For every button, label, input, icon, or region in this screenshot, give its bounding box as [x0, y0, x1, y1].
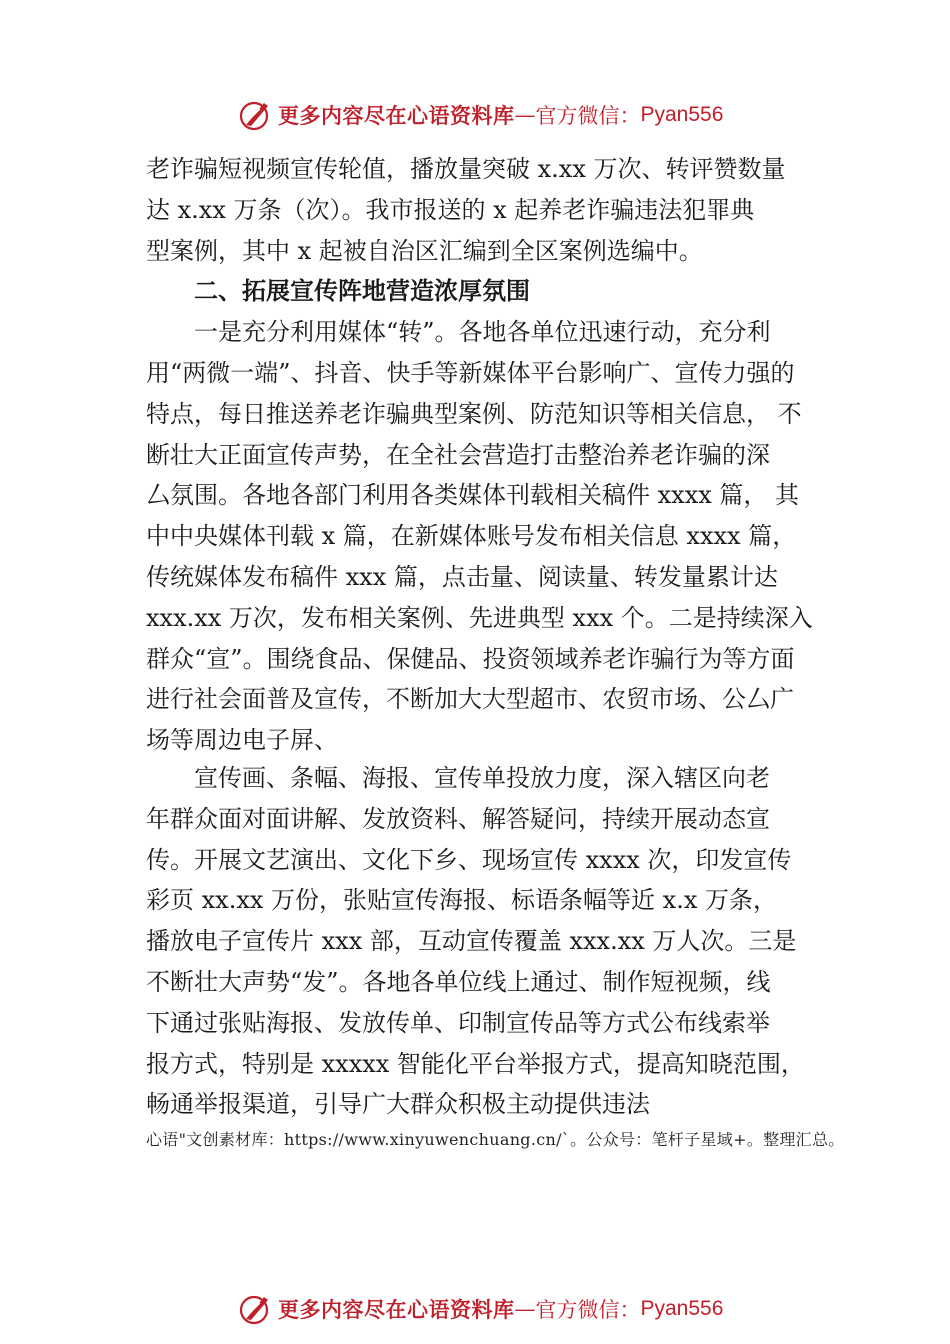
- text-line: 群众“宣”。围绕食品、保健品、投资领域养老诈骗行为等方面: [146, 644, 795, 673]
- text-line: 宣传画、条幅、海报、宣传单投放力度，深入辖区向老: [194, 764, 770, 792]
- text-line: 特点，每日推送养老诈骗典型案例、防范知识等相关信息， 不: [146, 399, 802, 428]
- text-line: 播放电子宣传片 xxx 部，互动宣传覆盖 xxx.xx 万人次。三是: [146, 927, 797, 956]
- text-line: 型案例，其中 x 起被自治区汇编到全区案例选编中。: [146, 236, 703, 265]
- banner-text: 更多内容尽在心语资料库: [278, 1297, 515, 1322]
- banner-wechat-id: Pyan556: [640, 1297, 724, 1320]
- bottom-watermark-banner: [238, 1289, 723, 1329]
- text-line: xxx.xx 万次，发布相关案例、先进典型 xxx 个。二是持续深入: [146, 603, 813, 632]
- section-heading: 二、拓展宣传阵地营造浓厚氛围: [194, 277, 530, 306]
- banner-dash: —: [514, 1297, 536, 1321]
- text-line: 场等周边电子屏、: [146, 726, 338, 755]
- text-line: 传。开展文艺演出、文化下乡、现场宣传 xxxx 次，印发宣传: [146, 845, 792, 874]
- quill-logo-icon: [238, 97, 274, 133]
- document-body-top: [146, 149, 826, 761]
- text-line: 中中央媒体刊载 x 篇，在新媒体账号发布相关信息 xxxx 篇，: [146, 522, 797, 551]
- top-watermark-banner: [238, 95, 723, 135]
- text-line: 达 x.xx 万条（次）。我市报送的 x 起养老诈骗违法犯罪典: [146, 195, 755, 224]
- text-line: 畅通举报渠道，引导广大群众积极主动提供违法: [146, 1090, 650, 1119]
- text-line: 年群众面对面讲解、发放资料、解答疑问，持续开展动态宣: [146, 804, 770, 833]
- text-line: 传统媒体发布稿件 xxx 篇，点击量、阅读量、转发量累计达: [146, 562, 778, 591]
- text-line: 下通过张贴海报、发放传单、印制宣传品等方式公布线索举: [146, 1008, 770, 1037]
- text-line: 报方式，特别是 xxxxx 智能化平台举报方式，提高知晓范围，: [146, 1049, 805, 1078]
- banner-dash: —: [514, 103, 536, 127]
- banner-wechat-label: 官方微信：: [535, 1298, 641, 1322]
- text-line: 厶氛围。各地各部门利用各类媒体刊载相关稿件 xxxx 篇， 其: [146, 481, 800, 510]
- text-line: 进行社会面普及宣传，不断加大大型超市、农贸市场、公厶广: [146, 685, 794, 714]
- quill-logo-icon: [238, 1291, 274, 1327]
- text-line: 断壮大正面宣传声势，在全社会营造打击整治养老诈骗的深: [146, 440, 770, 469]
- text-line: 一是充分利用媒体“转”。各地各单位迅速行动，充分利: [194, 318, 771, 347]
- text-line: 彩页 xx.xx 万份，张贴宣传海报、标语条幅等近 x.x 万条，: [146, 886, 777, 915]
- text-line: 不断壮大声势“发”。各地各单位线上通过、制作短视频，线: [146, 967, 771, 996]
- source-footer-note: 心语"文创素材库：https://www.xinyuwenchuang.cn/`。公众号：笔杆子星域+。整理汇总。: [146, 1130, 845, 1149]
- banner-wechat-id: Pyan556: [640, 103, 724, 126]
- document-body-bottom: [146, 758, 826, 1125]
- text-line: 用“两微一端”、抖音、快手等新媒体平台影响广、宣传力强的: [146, 358, 795, 387]
- banner-text: 更多内容尽在心语资料库: [278, 103, 515, 128]
- text-line: 老诈骗短视频宣传轮值，播放量突破 x.xx 万次、转评赞数量: [146, 155, 786, 183]
- banner-wechat-label: 官方微信：: [535, 104, 641, 128]
